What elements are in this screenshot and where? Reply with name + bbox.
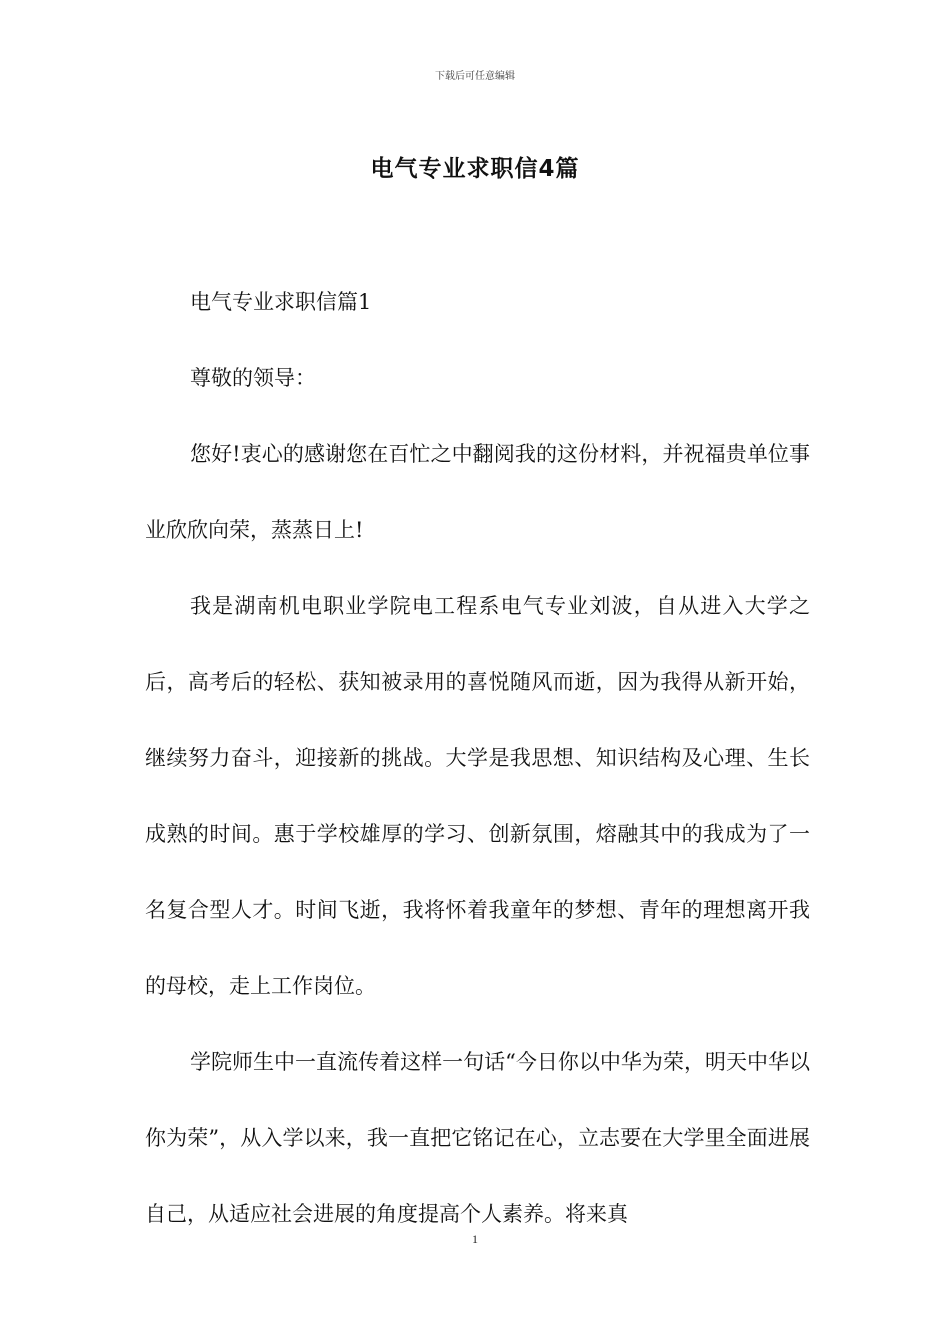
- section-heading: 电气专业求职信篇1: [190, 290, 372, 314]
- document-body: [145, 264, 810, 1252]
- paragraph-motto: 学院师生中一直流传着这样一句话“今日你以中华为荣，明天中华以你为荣”，从入学以来，我一直把它铭记在心，立志要在大学里全面进展自己，从适应社会进展的角度提高个人素养。将来真: [145, 1050, 810, 1226]
- header-note: 下载后可任意编辑: [435, 71, 515, 82]
- salutation: 尊敬的领导：: [190, 366, 316, 390]
- page-number: 1: [472, 1232, 478, 1246]
- document-title: 电气专业求职信4篇: [370, 156, 580, 182]
- paragraph-introduction: 我是湖南机电职业学院电工程系电气专业刘波，自从进入大学之后，高考后的轻松、获知被录用的喜悦随风而逝，因为我得从新开始，继续努力奋斗，迎接新的挑战。大学是我思想、知识结构及心理、生长成熟的时间。惠于学校雄厚的学习、创新氛围，熔融其中的我成为了一名复合型人才。时间飞逝，我将怀着我童年的梦想、青年的理想离开我的母校，走上工作岗位。: [145, 594, 810, 998]
- paragraph-greeting: 您好!衷心的感谢您在百忙之中翻阅我的这份材料，并祝福贵单位事业欣欣向荣，蒸蒸日上!: [145, 442, 810, 542]
